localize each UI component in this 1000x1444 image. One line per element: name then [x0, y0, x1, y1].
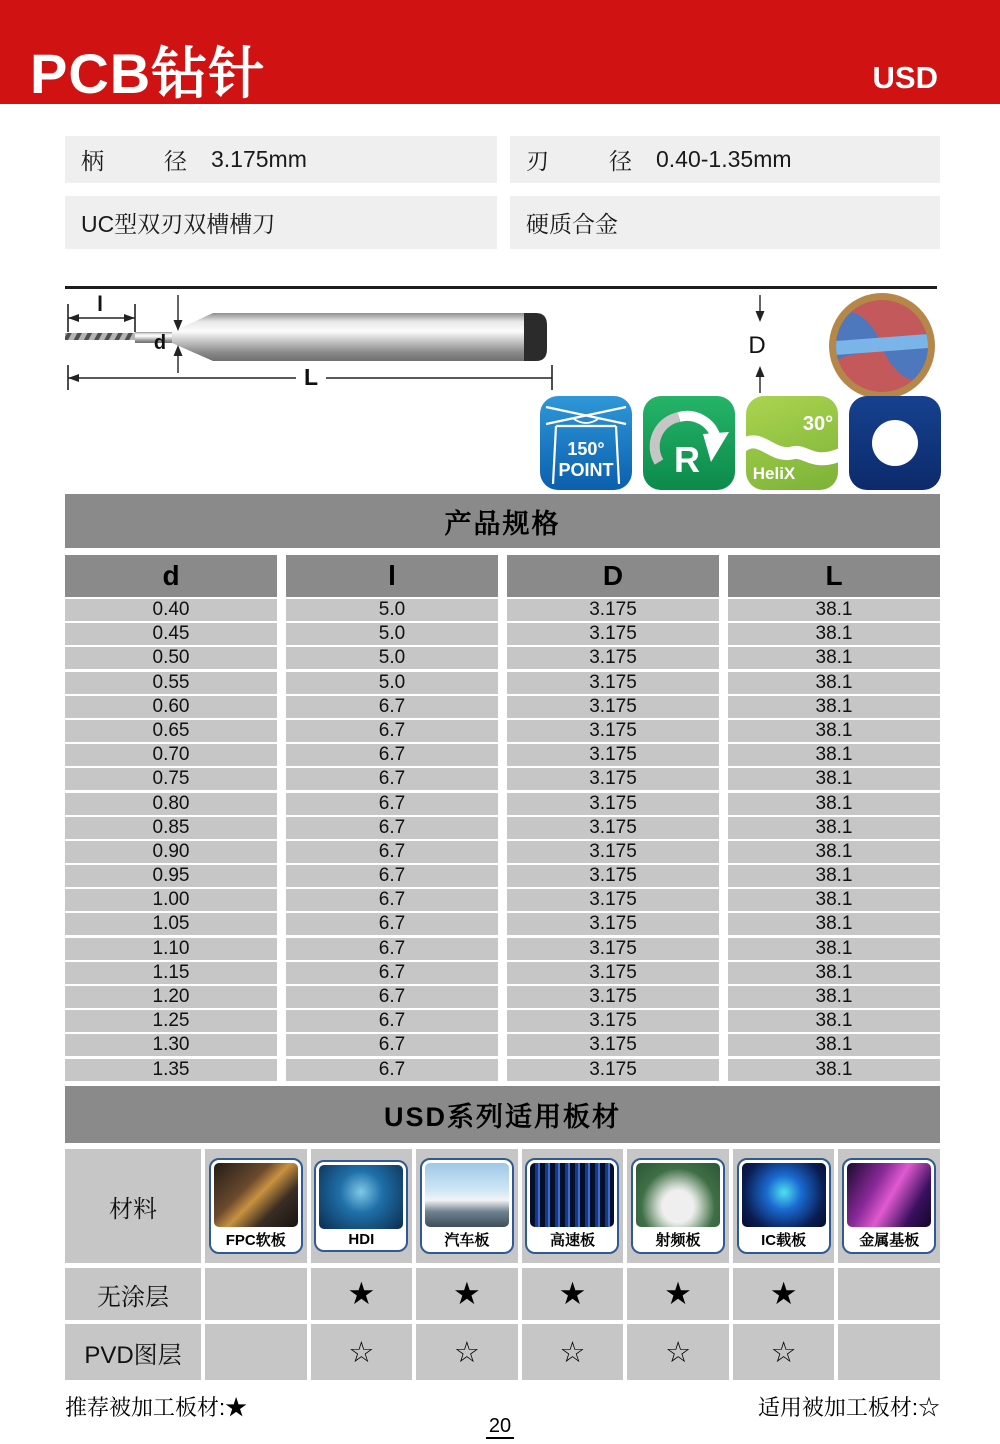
table-cell: 38.1: [728, 962, 940, 984]
table-cell: 0.60: [65, 696, 277, 718]
cross-section-icon: [829, 293, 935, 399]
table-cell: 0.70: [65, 744, 277, 766]
point-angle-badge: [540, 396, 632, 490]
table-cell: 3.175: [507, 599, 719, 621]
table-cell: 1.20: [65, 986, 277, 1008]
col-header-d: d: [65, 555, 277, 597]
table-cell: 1.30: [65, 1034, 277, 1056]
dim-l-label: l: [97, 293, 103, 316]
table-cell: 3.175: [507, 623, 719, 645]
table-row: [65, 986, 940, 1008]
blade-key2: 径: [609, 148, 632, 174]
dim-d-label: d: [153, 332, 167, 354]
board-table: [65, 1149, 940, 1384]
table-row: [65, 623, 940, 645]
spec-table-header: [65, 555, 940, 597]
material-caption: FPC软板: [225, 1232, 286, 1249]
star-cell: [522, 1324, 624, 1380]
table-cell: 6.7: [286, 1034, 498, 1056]
table-cell: 6.7: [286, 744, 498, 766]
table-cell: 38.1: [728, 672, 940, 694]
blade-key: 刃: [526, 148, 549, 174]
star-cell: [205, 1268, 307, 1320]
board-table-title: USD系列适用板材: [65, 1086, 940, 1143]
legend-recommended: 推荐被加工板材:★: [65, 1395, 248, 1420]
dim-L-label: L: [303, 364, 319, 390]
materials-row-label: 材料: [109, 1195, 157, 1223]
table-cell: 5.0: [286, 599, 498, 621]
page-number-wrap: [0, 1415, 1000, 1438]
table-cell: 38.1: [728, 913, 940, 935]
blade-value: 0.40-1.35mm: [656, 146, 792, 172]
table-row: [65, 962, 940, 984]
star-cell: [522, 1268, 624, 1320]
material-photo: [742, 1163, 826, 1227]
drill-diagram: [60, 286, 940, 492]
rotation-icon: [643, 396, 735, 490]
table-cell: 38.1: [728, 1059, 940, 1081]
material-tile: [631, 1158, 725, 1254]
table-cell: 3.175: [507, 720, 719, 742]
table-cell: 0.90: [65, 841, 277, 863]
table-cell: 0.55: [65, 672, 277, 694]
table-cell: 38.1: [728, 599, 940, 621]
material-caption: HDI: [348, 1231, 375, 1248]
table-cell: 38.1: [728, 1010, 940, 1032]
col-header-L: L: [728, 555, 940, 597]
badge-row: [540, 396, 941, 490]
svg-text:R: R: [674, 439, 700, 480]
table-cell: 1.15: [65, 962, 277, 984]
table-row: [65, 841, 940, 863]
table-cell: 3.175: [507, 647, 719, 669]
col-header-D: D: [507, 555, 719, 597]
material-value: 硬质合金: [526, 211, 618, 237]
table-row: [65, 938, 940, 960]
material-tile: [209, 1158, 303, 1254]
materials-row: [65, 1149, 940, 1263]
star-icon: ☆: [665, 1336, 692, 1369]
table-cell: 1.05: [65, 913, 277, 935]
pvd-row: [65, 1324, 940, 1380]
table-cell: 6.7: [286, 1059, 498, 1081]
table-cell: 0.95: [65, 865, 277, 887]
material-tile: [737, 1158, 831, 1254]
tool-type-cell: [65, 196, 497, 249]
point-angle-icon: [540, 396, 632, 490]
ring-badge: [849, 396, 941, 490]
blade-diameter-cell: [510, 136, 940, 183]
table-row: [65, 865, 940, 887]
table-cell: 38.1: [728, 889, 940, 911]
star-cell: [627, 1268, 729, 1320]
star-icon: ★: [769, 1276, 798, 1311]
table-cell: 0.75: [65, 768, 277, 790]
table-cell: 3.175: [507, 817, 719, 839]
spec-summary: [65, 136, 940, 249]
table-cell: 6.7: [286, 768, 498, 790]
star-icon: ☆: [348, 1336, 375, 1369]
table-cell: 3.175: [507, 768, 719, 790]
table-cell: 38.1: [728, 986, 940, 1008]
star-icon: ★: [664, 1276, 692, 1311]
svg-text:POINT: POINT: [558, 460, 614, 480]
star-icon: ☆: [770, 1336, 797, 1369]
drill-end-cap: [524, 313, 547, 361]
material-photo: [425, 1163, 509, 1227]
material-photo: [319, 1165, 403, 1229]
material-photo: [530, 1163, 614, 1227]
spec-table-body: [65, 599, 940, 1083]
table-cell: 38.1: [728, 720, 940, 742]
table-cell: 3.175: [507, 793, 719, 815]
svg-text:150°: 150°: [567, 439, 605, 459]
table-cell: 3.175: [507, 672, 719, 694]
dim-D-label: D: [748, 332, 766, 359]
material-cell: [838, 1149, 940, 1263]
table-cell: 3.175: [507, 744, 719, 766]
table-row: [65, 696, 940, 718]
pvd-row-label: PVD图层: [84, 1341, 182, 1369]
shank-value: 3.175mm: [211, 146, 307, 172]
table-cell: 5.0: [286, 647, 498, 669]
material-photo: [847, 1163, 931, 1227]
material-cell: [416, 1149, 518, 1263]
table-row: [65, 793, 940, 815]
drill-flutes: [65, 333, 138, 340]
table-cell: 1.35: [65, 1059, 277, 1081]
table-cell: 38.1: [728, 865, 940, 887]
shank-key: 柄: [81, 148, 104, 174]
svg-text:30°: 30°: [802, 413, 834, 435]
table-row: [65, 647, 940, 669]
material-cell: [627, 1149, 729, 1263]
star-cell: [733, 1324, 835, 1380]
table-row: [65, 1059, 940, 1081]
table-cell: 3.175: [507, 962, 719, 984]
table-cell: 0.85: [65, 817, 277, 839]
table-row: [65, 817, 940, 839]
page-number: 20: [486, 1415, 514, 1439]
table-cell: 38.1: [728, 793, 940, 815]
star-cell: [733, 1268, 835, 1320]
table-cell: 6.7: [286, 817, 498, 839]
table-row: [65, 672, 940, 694]
uncoated-row-label: 无涂层: [97, 1283, 169, 1311]
table-cell: 5.0: [286, 623, 498, 645]
table-cell: 3.175: [507, 986, 719, 1008]
star-icon: ★: [558, 1276, 587, 1311]
material-caption: 射频板: [655, 1232, 701, 1249]
table-cell: 3.175: [507, 865, 719, 887]
table-cell: 6.7: [286, 962, 498, 984]
table-cell: 3.175: [507, 1034, 719, 1056]
tool-type: UC型双刃双槽槽刀: [81, 211, 276, 237]
table-cell: 5.0: [286, 672, 498, 694]
page-title: PCB钻针: [30, 42, 266, 105]
table-cell: 6.7: [286, 696, 498, 718]
table-cell: 6.7: [286, 793, 498, 815]
table-cell: 3.175: [507, 841, 719, 863]
table-cell: 6.7: [286, 889, 498, 911]
material-caption: IC载板: [761, 1232, 807, 1249]
rotation-badge: [643, 396, 735, 490]
star-icon: ★: [453, 1276, 481, 1311]
drill-drawing: [60, 289, 940, 401]
table-cell: 38.1: [728, 623, 940, 645]
table-row: [65, 913, 940, 935]
drill-shank: [213, 313, 533, 361]
table-cell: 38.1: [728, 744, 940, 766]
table-cell: 1.00: [65, 889, 277, 911]
series-code: USD: [872, 60, 938, 95]
star-cell: [416, 1268, 518, 1320]
table-cell: 6.7: [286, 913, 498, 935]
table-cell: 0.45: [65, 623, 277, 645]
material-tile: [420, 1158, 514, 1254]
table-cell: 6.7: [286, 986, 498, 1008]
table-cell: 3.175: [507, 913, 719, 935]
star-cell: [311, 1268, 413, 1320]
star-cell: [838, 1324, 940, 1380]
star-cell: [627, 1324, 729, 1380]
header-bar: [0, 0, 1000, 104]
table-row: [65, 768, 940, 790]
helix-badge: [746, 396, 838, 490]
spec-table-title: 产品规格: [65, 494, 940, 548]
star-icon: ☆: [559, 1336, 586, 1369]
star-cell: [311, 1324, 413, 1380]
material-tile: [525, 1158, 619, 1254]
table-cell: 6.7: [286, 1010, 498, 1032]
table-cell: 6.7: [286, 865, 498, 887]
table-cell: 38.1: [728, 696, 940, 718]
legend-suitable: 适用被加工板材:☆: [757, 1395, 940, 1420]
table-cell: 1.25: [65, 1010, 277, 1032]
table-cell: 6.7: [286, 720, 498, 742]
material-photo: [214, 1163, 298, 1227]
star-cell: [416, 1324, 518, 1380]
table-cell: 0.65: [65, 720, 277, 742]
material-cell: [510, 196, 940, 249]
table-cell: 0.40: [65, 599, 277, 621]
table-cell: 38.1: [728, 841, 940, 863]
table-row: [65, 889, 940, 911]
material-cell: [522, 1149, 624, 1263]
table-cell: 6.7: [286, 841, 498, 863]
table-cell: 38.1: [728, 647, 940, 669]
material-tile: [314, 1160, 408, 1252]
table-row: [65, 744, 940, 766]
table-row: [65, 1034, 940, 1056]
table-cell: 0.50: [65, 647, 277, 669]
material-caption: 金属基板: [859, 1232, 920, 1249]
material-tile: [842, 1158, 936, 1254]
material-caption: 汽车板: [444, 1232, 490, 1249]
material-cell: [205, 1149, 307, 1263]
helix-icon: [746, 396, 838, 490]
table-cell: 38.1: [728, 938, 940, 960]
table-cell: 38.1: [728, 817, 940, 839]
table-cell: 3.175: [507, 1010, 719, 1032]
star-icon: ☆: [453, 1336, 480, 1369]
col-header-l: l: [286, 555, 498, 597]
material-cell: [733, 1149, 835, 1263]
table-cell: 38.1: [728, 768, 940, 790]
shank-diameter-cell: [65, 136, 497, 183]
table-cell: 3.175: [507, 1059, 719, 1081]
table-cell: 0.80: [65, 793, 277, 815]
table-cell: 38.1: [728, 1034, 940, 1056]
material-cell: [311, 1149, 413, 1263]
svg-text:HeliX: HeliX: [752, 464, 796, 483]
table-cell: 3.175: [507, 889, 719, 911]
table-cell: 6.7: [286, 938, 498, 960]
table-cell: 1.10: [65, 938, 277, 960]
shank-key2: 径: [164, 148, 187, 174]
table-cell: 3.175: [507, 696, 719, 718]
table-cell: 3.175: [507, 938, 719, 960]
star-icon: ★: [347, 1276, 376, 1311]
star-cell: [205, 1324, 307, 1380]
table-row: [65, 1010, 940, 1032]
material-photo: [636, 1163, 720, 1227]
uncoated-row: [65, 1267, 940, 1320]
table-row: [65, 720, 940, 742]
star-cell: [838, 1268, 940, 1320]
material-caption: 高速板: [549, 1232, 595, 1249]
ring-icon: [849, 396, 941, 490]
table-row: [65, 599, 940, 621]
